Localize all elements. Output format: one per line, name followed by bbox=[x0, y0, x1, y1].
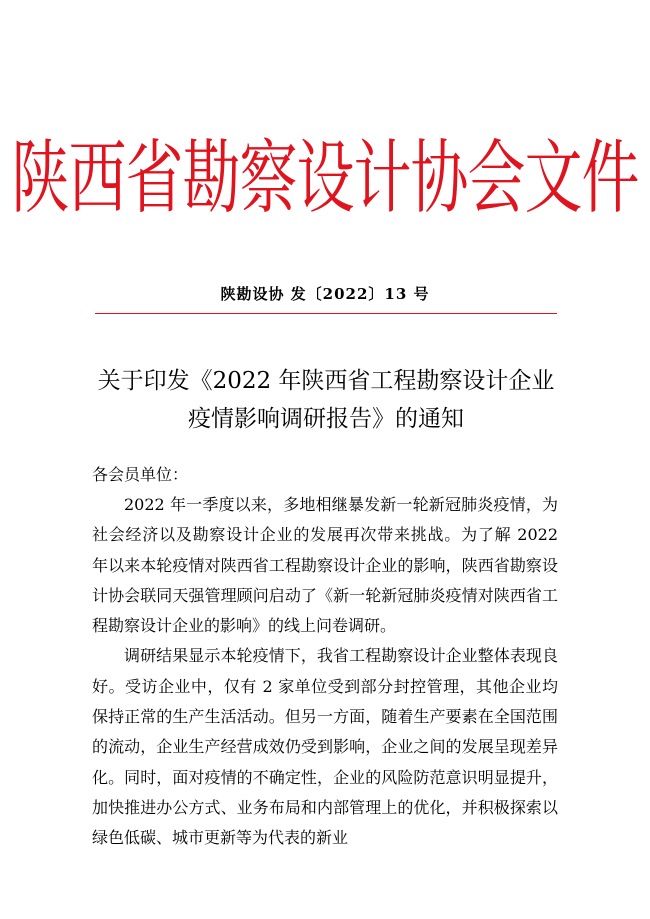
body-paragraph-1: 2022 年一季度以来，多地相继暴发新一轮新冠肺炎疫情，为社会经济以及勘察设计企业的发展再次带来挑战。为了解 2022 年以来本轮疫情对陕西省工程勘察设计企业的影响，陕西省勘察设计协会联同天强管理顾问启动了《新一轮新冠肺炎疫情对陕西省工程勘察设计企业的影响》的线上问卷调研。 bbox=[92, 495, 558, 636]
notice-title-line-1: 关于印发《2022 年陕西省工程勘察设计企业 bbox=[97, 368, 555, 394]
salutation: 各会员单位： bbox=[92, 465, 189, 484]
notice-title-line-2: 疫情影响调研报告》的通知 bbox=[188, 406, 464, 432]
document-header-title: 陕西省勘察设计协会文件 bbox=[11, 131, 639, 225]
body-paragraph-2: 调研结果显示本轮疫情下，我省工程勘察设计企业整体表现良好。受访企业中，仅有 2 家单位受到部分封控管理，其他企业均保持正常的生产生活活动。但另一方面，随着生产要素在全国范围的流动，企业生产经营成效仍受到影响，企业之间的发展呈现差异化。同时，面对疫情的不确定性，企业的风险防范意识明显提升，加快推进办公方式、业务布局和内部管理上的优化，并积极探索以绿色低碳、城市更新等为代表的新业 bbox=[92, 646, 558, 848]
notice-title bbox=[90, 362, 562, 438]
document-number: 陕勘设协 发〔2022〕13 号 bbox=[220, 285, 430, 303]
header-divider-line bbox=[95, 313, 557, 314]
body-text bbox=[92, 490, 558, 854]
